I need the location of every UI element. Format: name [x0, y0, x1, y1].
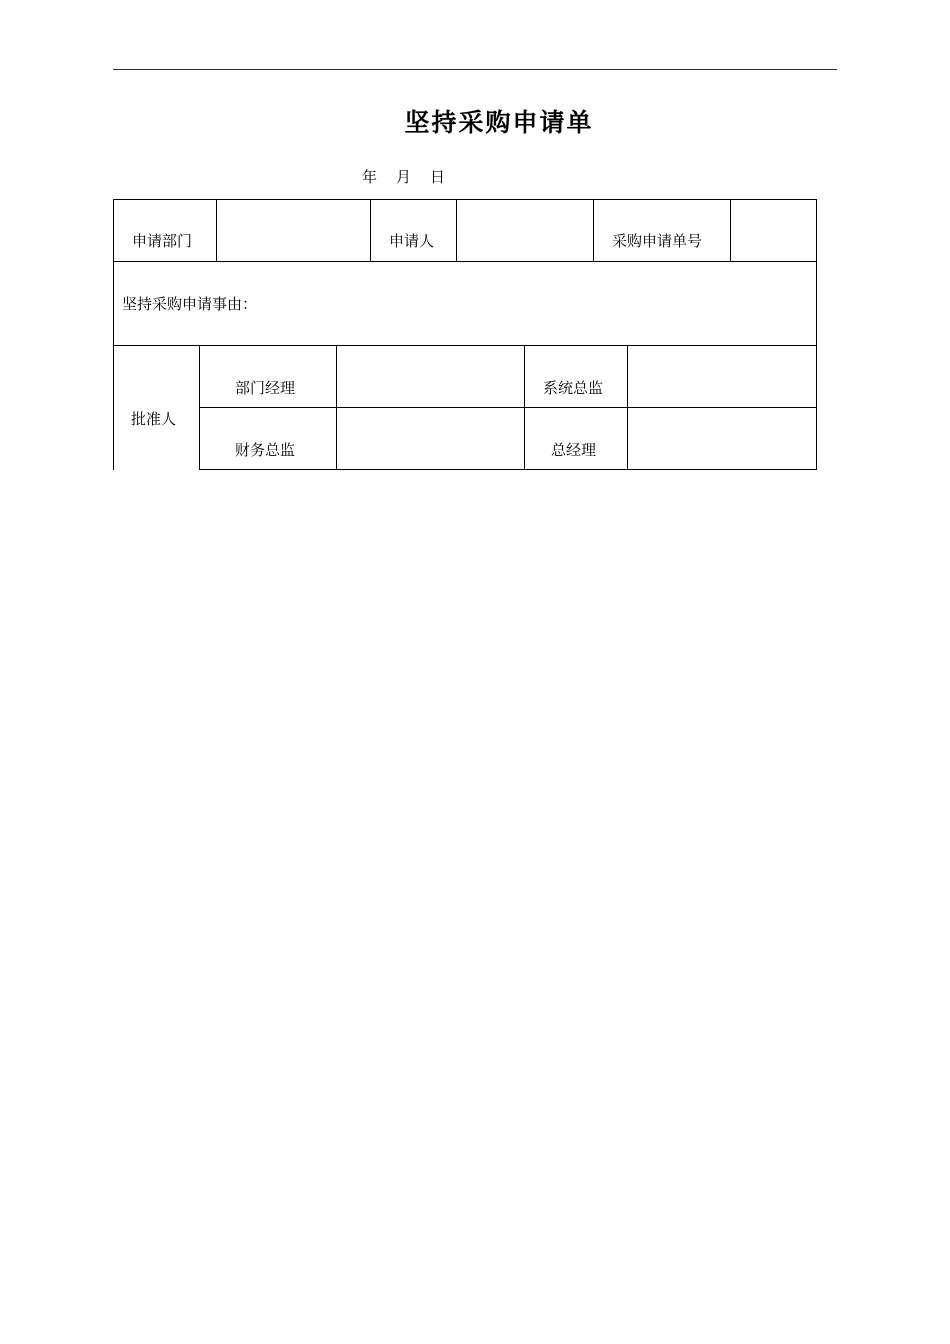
header-rule — [113, 69, 837, 70]
general-manager-label: 总经理 — [551, 441, 597, 459]
date-line — [362, 166, 464, 187]
applicant-label: 申请人 — [389, 232, 435, 250]
department-label: 申请部门 — [132, 232, 193, 250]
document-title: 坚持采购申请单 — [404, 108, 594, 137]
table-right-border — [816, 199, 817, 470]
row1-divider-1 — [216, 199, 217, 261]
approval-middle-border — [199, 407, 817, 408]
request-no-label: 采购申请单号 — [612, 232, 703, 250]
reason-label: 坚持采购申请事由： — [122, 295, 258, 313]
date-day: 日 — [430, 168, 446, 186]
department-manager-label: 部门经理 — [235, 379, 296, 397]
row1-divider-2 — [370, 199, 371, 261]
reason-bottom-border — [113, 345, 817, 346]
approval-divider-4 — [627, 345, 628, 470]
row1-divider-5 — [730, 199, 731, 261]
approver-group-label: 批准人 — [131, 410, 177, 428]
finance-director-label: 财务总监 — [235, 441, 296, 459]
date-year: 年 — [362, 168, 378, 186]
table-top-border — [113, 199, 817, 200]
approval-divider-1 — [199, 345, 200, 470]
approval-bottom-border — [199, 469, 817, 470]
system-director-label: 系统总监 — [543, 379, 604, 397]
approval-divider-3 — [524, 345, 525, 470]
date-month: 月 — [396, 168, 412, 186]
table-left-border — [113, 199, 114, 470]
approval-divider-2 — [336, 345, 337, 470]
row1-divider-4 — [593, 199, 594, 261]
row1-bottom-border — [113, 261, 817, 262]
row1-divider-3 — [456, 199, 457, 261]
